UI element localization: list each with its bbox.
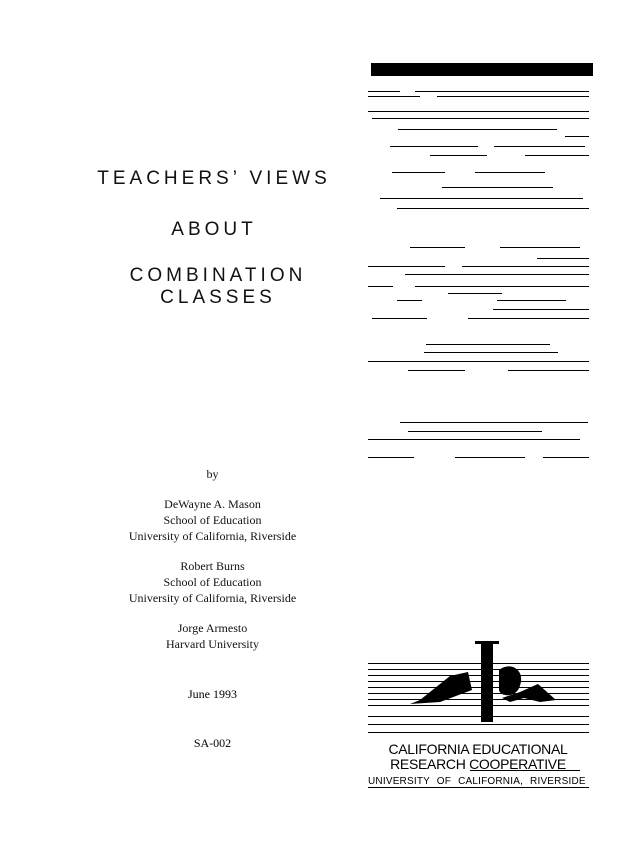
author-name: Jorge Armesto — [177, 621, 248, 635]
author-name: DeWayne A. Mason — [164, 497, 261, 511]
publisher-name-line-1: CALIFORNIA EDUCATIONAL — [388, 741, 568, 757]
report-id: SA-002 — [193, 736, 232, 750]
author-dept: School of Education — [163, 513, 262, 527]
publisher-name-line-2: RESEARCH COOPERATIVE — [390, 756, 566, 772]
report-title-line-2: ABOUT — [171, 219, 257, 240]
publisher-university: UNIVERSITY OF CALIFORNIA, RIVERSIDE — [368, 776, 586, 787]
author-institution: University of California, Riverside — [128, 591, 297, 605]
report-date: June 1993 — [188, 687, 237, 701]
rule-lines — [368, 92, 589, 788]
author-name: Robert Burns — [180, 559, 245, 573]
report-title-line-1: TEACHERS’ VIEWS — [97, 168, 331, 189]
report-title-line-3: COMBINATION CLASSES — [129, 265, 307, 308]
header-black-bar — [371, 63, 593, 76]
author-institution: University of California, Riverside — [128, 529, 297, 543]
by-label: by — [206, 467, 219, 481]
author-credits — [80, 466, 345, 652]
author-dept: School of Education — [163, 575, 262, 589]
author-institution: Harvard University — [166, 637, 259, 651]
